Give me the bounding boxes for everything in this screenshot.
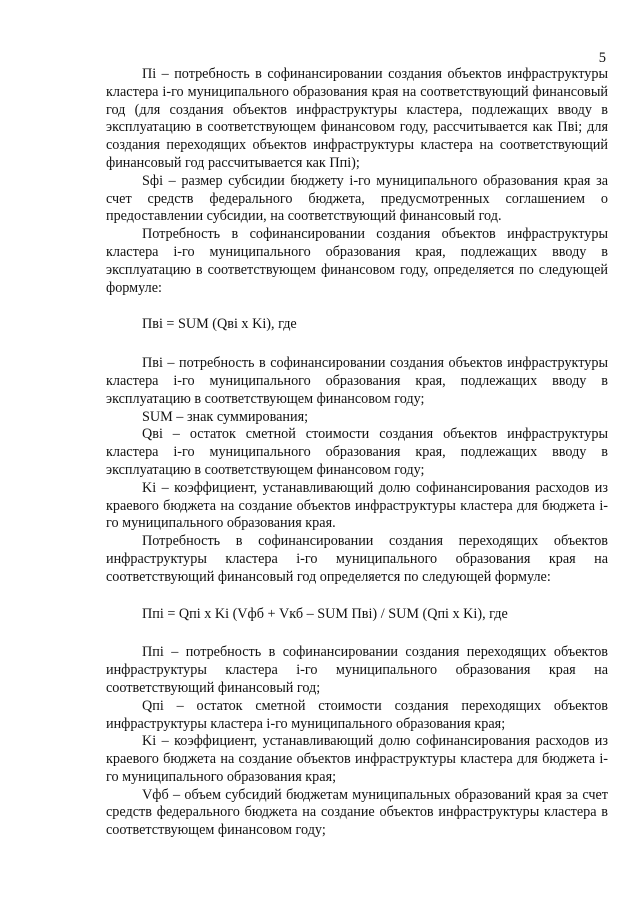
formula-p-vi: Пвi = SUM (Qвi x Ki), где bbox=[142, 316, 297, 333]
paragraph-need-transitional: Потребность в софинансировании создания переходящих объектов инфраструктуры кластера i-го муниципального образования края на соответствующий финансовый год определяется по следующей формуле: bbox=[106, 533, 608, 585]
definition-q-pi: Qпi – остаток сметной стоимости создания переходящих объектов инфраструктуры кластера i-го муниципального образования края; bbox=[106, 697, 608, 732]
definition-sum: SUM – знак суммирования; bbox=[142, 408, 309, 425]
definition-p-pi: Ппi – потребность в софинансировании создания переходящих объектов инфраструктуры кластера i-го муниципального образования края на соответствующий финансовый год; bbox=[106, 644, 608, 696]
formula-p-pi: Ппi = Qпi x Ki (Vфб + Vкб – SUM Пвi) / SUM (Qпi x Ki), где bbox=[142, 605, 508, 622]
paragraph-need-commissioned: Потребность в софинансировании создания объектов инфраструктуры кластера i-го муниципального образования края, подлежащих вводу в эксплуатацию в соответствующем финансовом году, определяется по следующей формуле: bbox=[106, 226, 608, 296]
definition-q-vi: Qвi – остаток сметной стоимости создания объектов инфраструктуры кластера i-го муниципального образования края, подлежащих вводу в эксплуатацию в соответствующем финансовом году; bbox=[106, 426, 608, 478]
definition-p-i: Пi – потребность в софинансировании создания объектов инфраструктуры кластера i-го муниципального образования края на соответствующий финансовый год (для создания объектов инфраструктуры кластера, подлежащих вводу в эксплуатацию в соответствующем финансовом году, рассчитывается как Пвi; для создания переходящих объектов инфраструктуры кластера на соответствующий финансовый год рассчитывается как Ппi); bbox=[106, 66, 608, 171]
definition-k-i-2: Ki – коэффициент, устанавливающий долю софинансирования расходов из краевого бюджета на создание объектов инфраструктуры кластера для бюджета i-го муниципального образования края; bbox=[106, 733, 608, 785]
definition-v-fb: Vфб – объем субсидий бюджетам муниципальных образований края за счет средств федерального бюджета на создание объектов инфраструктуры кластера в соответствующем финансовом году; bbox=[106, 786, 608, 839]
definition-s-fi: Sфi – размер субсидии бюджету i-го муниципального образования края за счет средств федерального бюджета, предусмотренных соглашением о предоставлении субсидии, на соответствующий финансовый год. bbox=[106, 172, 608, 225]
definition-k-i: Ki – коэффициент, устанавливающий долю софинансирования расходов из краевого бюджета на создание объектов инфраструктуры кластера для бюджета i-го муниципального образования края. bbox=[106, 479, 608, 532]
page-number: 5 bbox=[598, 50, 606, 66]
definition-p-vi: Пвi – потребность в софинансировании создания объектов инфраструктуры кластера i-го муниципального образования края, подлежащих вводу в эксплуатацию в соответствующем финансовом году; bbox=[106, 355, 608, 407]
